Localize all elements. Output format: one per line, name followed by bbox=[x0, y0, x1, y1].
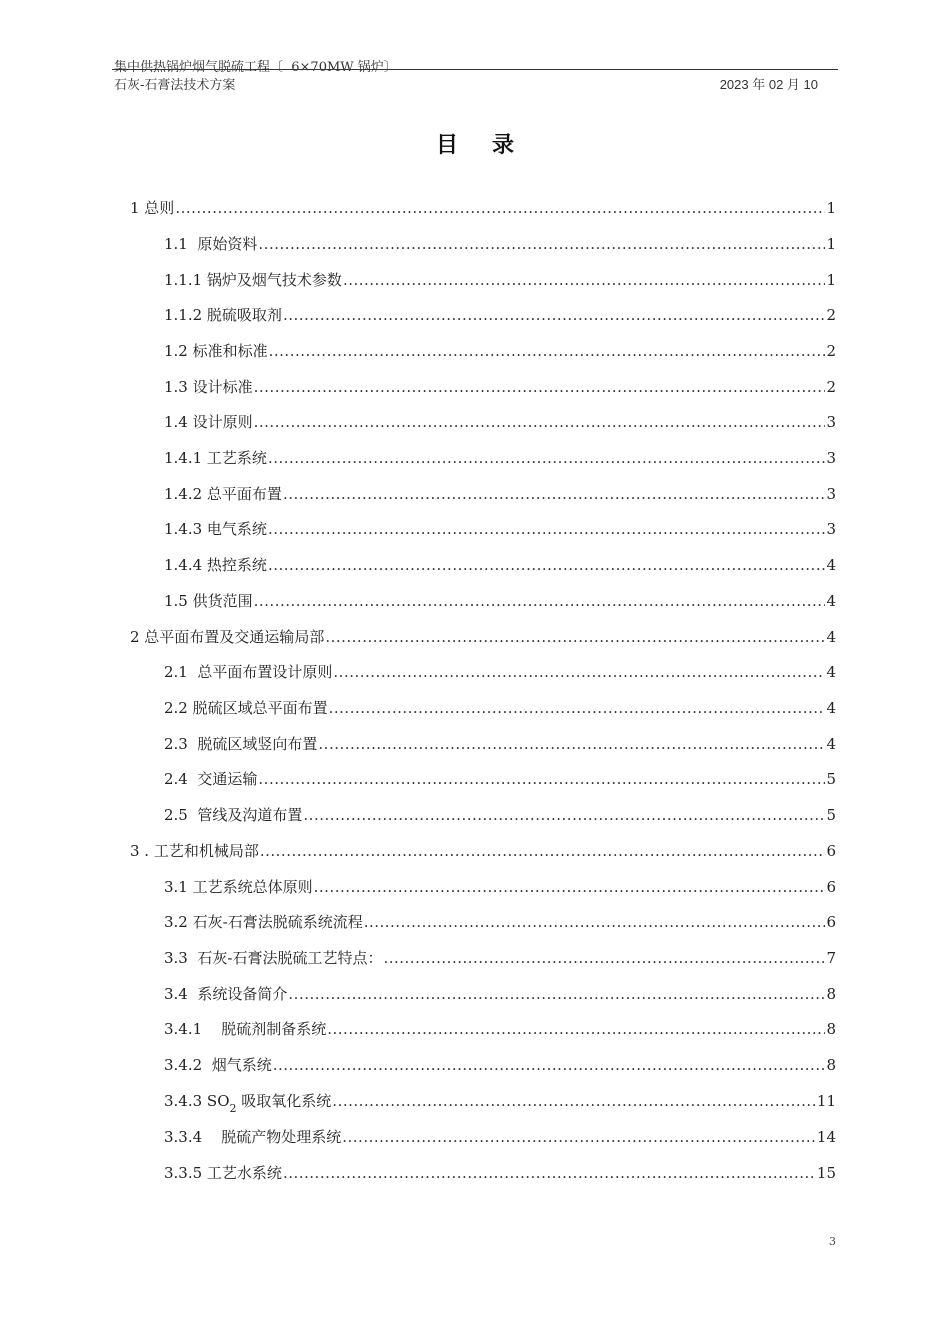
toc-entry-label: 2 总平面布置及交通运输局部 bbox=[130, 628, 325, 646]
toc-entry-page: 3 bbox=[826, 413, 836, 431]
toc-entry[interactable] bbox=[164, 910, 836, 934]
toc-dot-leader bbox=[327, 1017, 825, 1041]
toc-entry-page: 6 bbox=[826, 842, 836, 860]
toc-dot-leader bbox=[364, 910, 826, 934]
toc-dot-leader bbox=[273, 1053, 826, 1077]
toc-entry-label: 3.4.1 脱硫剂制备系统 bbox=[164, 1020, 327, 1038]
toc-entry-page: 8 bbox=[826, 985, 836, 1003]
toc-dot-leader bbox=[254, 410, 826, 434]
toc-dot-leader bbox=[325, 625, 825, 649]
toc-title: 目录 bbox=[435, 133, 548, 158]
toc-entry-page: 6 bbox=[826, 878, 836, 896]
toc-entry[interactable] bbox=[164, 339, 836, 363]
toc-entry-page: 11 bbox=[816, 1092, 836, 1110]
toc-entry-page: 8 bbox=[826, 1056, 836, 1074]
toc-dot-leader bbox=[318, 732, 825, 756]
toc-entry[interactable] bbox=[164, 803, 836, 827]
toc-entry-page: 7 bbox=[826, 949, 836, 967]
toc-entry-label: 1.4 设计原则 bbox=[164, 413, 253, 431]
toc-entry[interactable] bbox=[164, 732, 836, 756]
toc-entry-page: 1 bbox=[826, 235, 836, 253]
toc-entry-page: 1 bbox=[826, 199, 836, 217]
toc-entry-page: 5 bbox=[826, 806, 836, 824]
toc-entry-label-rest: 吸取氧化系统 bbox=[236, 1092, 332, 1110]
toc-dot-leader bbox=[283, 482, 826, 506]
toc-entry[interactable] bbox=[164, 1089, 836, 1115]
toc-entry[interactable] bbox=[164, 482, 836, 506]
toc-entry-page: 5 bbox=[826, 770, 836, 788]
toc-entry[interactable] bbox=[164, 1125, 836, 1149]
toc-dot-leader bbox=[269, 339, 826, 363]
toc-entry[interactable] bbox=[164, 553, 836, 577]
toc-entry-page: 8 bbox=[826, 1020, 836, 1038]
toc-entry-label: 2.3 脱硫区域竖向布置 bbox=[164, 735, 318, 753]
toc-entry-page: 1 bbox=[826, 271, 836, 289]
toc-entry-label: 2.5 管线及沟道布置 bbox=[164, 806, 303, 824]
toc-dot-leader bbox=[283, 1161, 816, 1185]
toc-entry[interactable] bbox=[130, 196, 836, 220]
toc-dot-leader bbox=[288, 982, 825, 1006]
toc-dot-leader bbox=[258, 767, 825, 791]
toc-entry-label bbox=[164, 1089, 331, 1115]
toc-entry-label: 2.4 交通运输 bbox=[164, 770, 258, 788]
toc-dot-leader bbox=[329, 696, 826, 720]
toc-entry-label: 3.3.4 脱硫产物处理系统 bbox=[164, 1128, 342, 1146]
toc-entry-page: 14 bbox=[816, 1128, 836, 1146]
toc-entry-page: 2 bbox=[826, 306, 836, 324]
toc-entry-page: 3 bbox=[826, 485, 836, 503]
toc-entry[interactable] bbox=[164, 517, 836, 541]
toc-entry-page: 4 bbox=[826, 628, 836, 646]
toc-entry[interactable] bbox=[164, 696, 836, 720]
toc-dot-leader bbox=[333, 660, 825, 684]
toc-entry[interactable] bbox=[164, 410, 836, 434]
toc-entry-label: 1.3 设计标准 bbox=[164, 378, 253, 396]
header-divider bbox=[112, 69, 838, 70]
toc-entry-page: 3 bbox=[826, 520, 836, 538]
toc-entry-label: 1.4.4 热控系统 bbox=[164, 556, 267, 574]
toc-entry[interactable] bbox=[164, 1161, 836, 1185]
toc-entry-label: 3.3 石灰-石膏法脱硫工艺特点： bbox=[164, 949, 383, 967]
page-number: 3 bbox=[829, 1235, 836, 1248]
toc-entry-page: 4 bbox=[826, 663, 836, 681]
toc-entry-label: 3.3.5 工艺水系统 bbox=[164, 1164, 282, 1182]
toc-entry-label: 1.4.3 电气系统 bbox=[164, 520, 267, 538]
header-document-title: 石灰-石膏法技术方案 bbox=[114, 78, 236, 93]
toc-dot-leader bbox=[258, 232, 825, 256]
toc-entry-label: 3.1 工艺系统总体原则 bbox=[164, 878, 313, 896]
toc-entry-label: 2.1 总平面布置设计原则 bbox=[164, 663, 333, 681]
toc-entry-page: 4 bbox=[826, 592, 836, 610]
toc-dot-leader bbox=[260, 839, 826, 863]
toc-entry-page: 4 bbox=[826, 556, 836, 574]
toc-entry-label: 2.2 脱硫区域总平面布置 bbox=[164, 699, 328, 717]
toc-entry-label: 1 总则 bbox=[130, 199, 175, 217]
toc-entry-label: 1.4.2 总平面布置 bbox=[164, 485, 282, 503]
toc-entry[interactable] bbox=[164, 875, 836, 899]
toc-dot-leader bbox=[314, 875, 826, 899]
toc-entry[interactable] bbox=[164, 1053, 836, 1077]
toc-entry-label: 3.4.2 烟气系统 bbox=[164, 1056, 272, 1074]
toc-entry[interactable] bbox=[164, 1017, 836, 1041]
toc-dot-leader bbox=[342, 1125, 816, 1149]
toc-dot-leader bbox=[254, 589, 826, 613]
toc-dot-leader bbox=[268, 446, 826, 470]
toc-entry[interactable] bbox=[164, 446, 836, 470]
toc-entry-page: 6 bbox=[826, 913, 836, 931]
toc-dot-leader bbox=[175, 196, 825, 220]
toc-entry[interactable] bbox=[164, 268, 836, 292]
header-project-title: 集中供热锅炉烟气脱硫工程〔 6×70MW 锅炉〕 bbox=[114, 60, 397, 75]
toc-entry[interactable] bbox=[164, 232, 836, 256]
toc-entry[interactable] bbox=[164, 982, 836, 1006]
toc-entry-label: 3.2 石灰-石膏法脱硫系统流程 bbox=[164, 913, 363, 931]
toc-entry-label: 1.5 供货范围 bbox=[164, 592, 253, 610]
toc-entry-label: 1.4.1 工艺系统 bbox=[164, 449, 267, 467]
toc-entry[interactable] bbox=[164, 303, 836, 327]
toc-entry-label: 1.1.2 脱硫吸取剂 bbox=[164, 306, 282, 324]
toc-entry-label-subscript: 2 bbox=[229, 1102, 237, 1115]
toc-dot-leader bbox=[303, 803, 825, 827]
toc-entry-label: 3 . 工艺和机械局部 bbox=[130, 842, 259, 860]
toc-entry-label: 1.2 标准和标准 bbox=[164, 342, 268, 360]
toc-dot-leader bbox=[283, 303, 826, 327]
toc-entry-label-main: 3.4.3 SO bbox=[164, 1092, 230, 1110]
toc-entry[interactable] bbox=[164, 375, 836, 399]
toc-entry-label: 3.4 系统设备简介 bbox=[164, 985, 288, 1003]
toc-entry[interactable] bbox=[164, 660, 836, 684]
toc-entry-page: 15 bbox=[816, 1164, 836, 1182]
toc-entry[interactable] bbox=[130, 625, 836, 649]
toc-dot-leader bbox=[343, 268, 826, 292]
toc-dot-leader bbox=[332, 1089, 816, 1113]
toc-entry-label: 1.1.1 锅炉及烟气技术参数 bbox=[164, 271, 342, 289]
toc-entry[interactable] bbox=[164, 589, 836, 613]
toc-entry-page: 4 bbox=[826, 735, 836, 753]
toc-dot-leader bbox=[254, 375, 826, 399]
header-date: 2023 年 02 月 10 bbox=[719, 77, 818, 92]
toc-entry[interactable] bbox=[164, 946, 836, 970]
toc-dot-leader bbox=[268, 553, 826, 577]
toc-entry-page: 2 bbox=[826, 378, 836, 396]
toc-entry-page: 2 bbox=[826, 342, 836, 360]
toc-entry-page: 3 bbox=[826, 449, 836, 467]
toc-entry-label: 1.1 原始资料 bbox=[164, 235, 258, 253]
toc-entry-page: 4 bbox=[826, 699, 836, 717]
toc-dot-leader bbox=[268, 517, 826, 541]
toc-entry[interactable] bbox=[130, 839, 836, 863]
toc-dot-leader bbox=[383, 946, 825, 970]
toc-entry[interactable] bbox=[164, 767, 836, 791]
